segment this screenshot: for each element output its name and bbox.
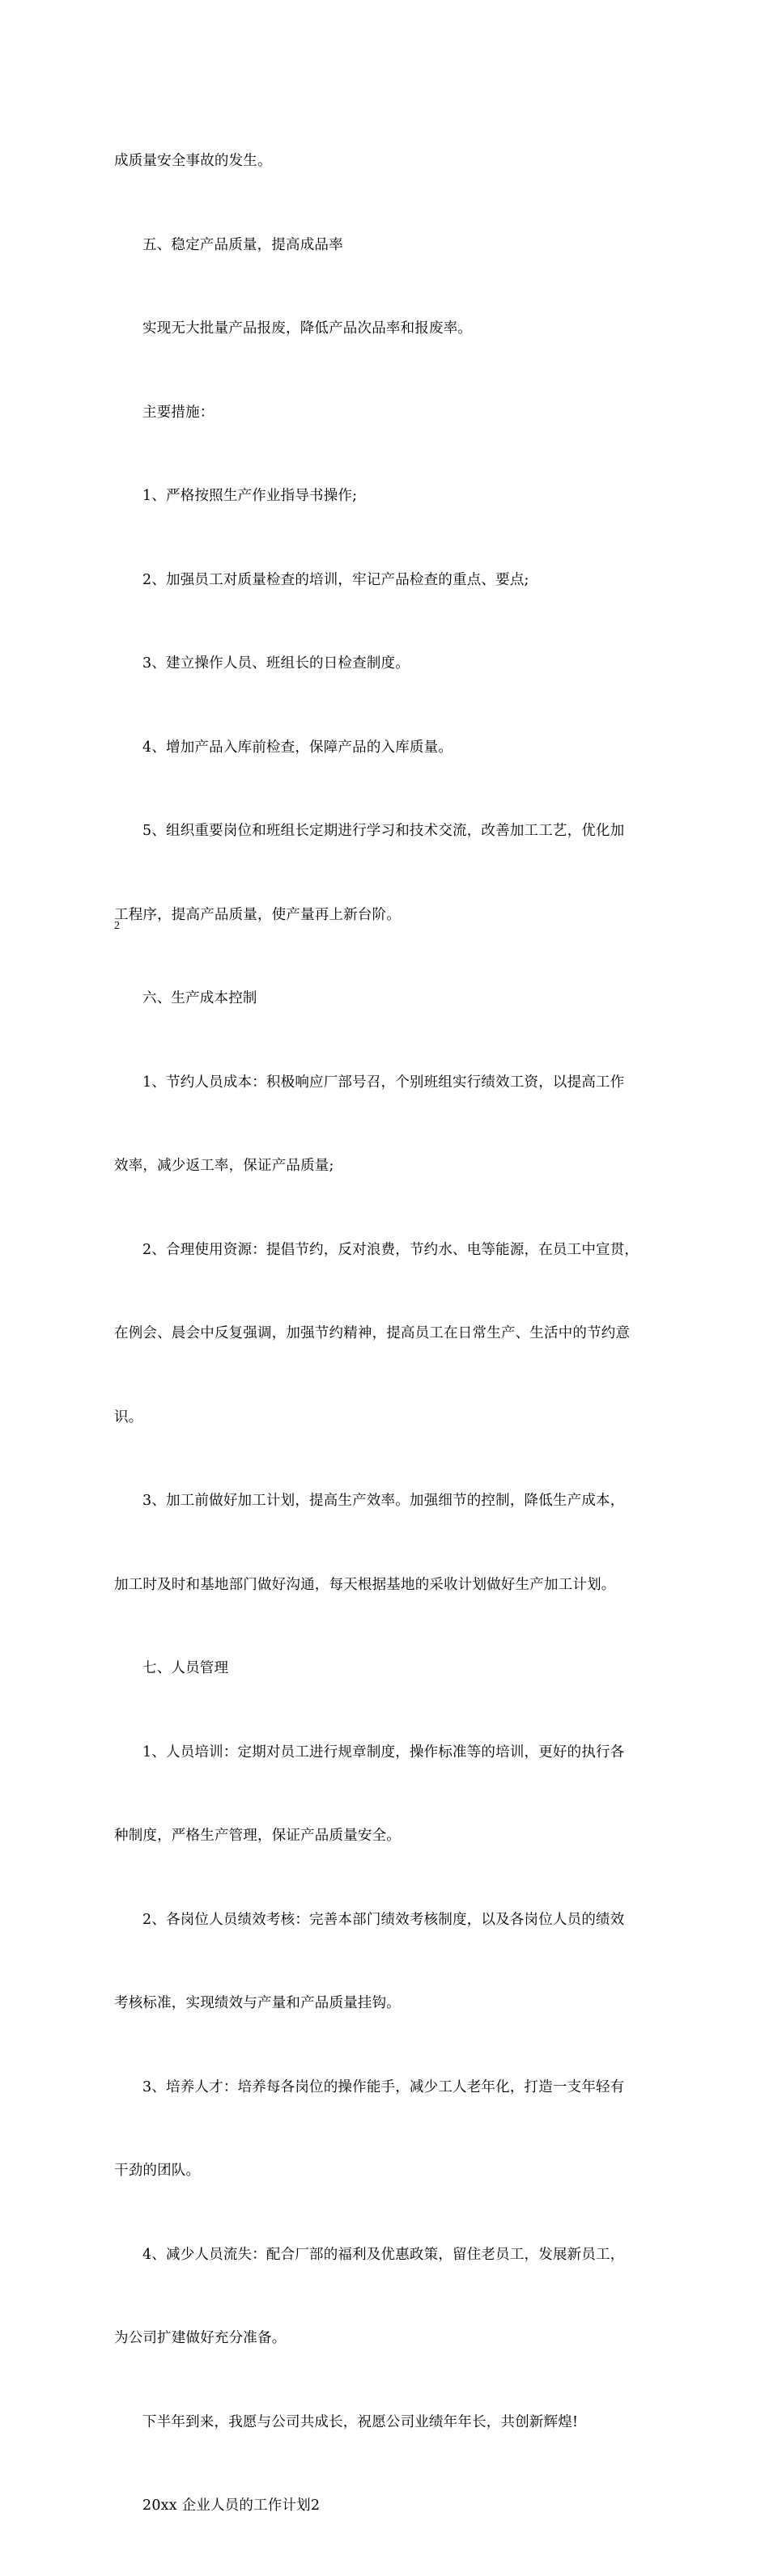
text-line: 工程序，提高产品质量，使产量再上新台阶。 xyxy=(114,906,401,923)
text-line: 识。 xyxy=(114,1409,143,1426)
text-line: 效率，减少返工率，保证产品质量; xyxy=(114,1158,334,1174)
text-line: 种制度，严格生产管理，保证产品质量安全。 xyxy=(114,1828,401,1844)
section-heading-5: 五、稳定产品质量，提高成品率 xyxy=(142,236,343,253)
list-item: 2、加强员工对质量检查的培训，牢记产品检查的重点、要点; xyxy=(142,571,529,588)
list-item: 2、合理使用资源：提倡节约，反对浪费，节约水、电等能源，在员工中宣贯， xyxy=(142,1241,639,1258)
text-line: 实现无大批量产品报废，降低产品次品率和报废率。 xyxy=(142,320,473,337)
text-line: 成质量安全事故的发生。 xyxy=(114,153,272,169)
closing-line: 下半年到来，我愿与公司共成长，祝愿公司业绩年年长，共创新辉煌! xyxy=(142,2413,579,2430)
list-item: 4、增加产品入库前检查，保障产品的入库质量。 xyxy=(142,739,453,756)
list-item: 1、人员培训：定期对员工进行规章制度，操作标准等的培训，更好的执行各 xyxy=(142,1743,625,1760)
text-line: 加工时及时和基地部门做好沟通，每天根据基地的采收计划做好生产加工计划。 xyxy=(114,1576,616,1593)
list-item: 3、建立操作人员、班组长的日检查制度。 xyxy=(142,655,410,672)
text-line: 在例会、晨会中反复强调，加强节约精神，提高员工在日常生产、生活中的节约意 xyxy=(114,1325,631,1341)
list-item: 4、减少人员流失：配合厂部的福利及优惠政策，留住老员工，发展新员工， xyxy=(142,2246,625,2263)
list-item: 5、组织重要岗位和班组长定期进行学习和技术交流，改善加工工艺，优化加 xyxy=(142,823,625,839)
document-body xyxy=(114,91,656,2576)
text-line: 考核标准，实现绩效与产量和产品质量挂钩。 xyxy=(114,1995,401,2011)
list-item: 3、加工前做好加工计划，提高生产效率。加强细节的控制，降低生产成本， xyxy=(142,1493,625,1509)
list-item: 1、节约人员成本：积极响应厂部号召，个别班组实行绩效工资，以提高工作 xyxy=(142,1074,625,1091)
list-item: 1、严格按照生产作业指导书操作; xyxy=(142,488,358,504)
text-line: 干劲的团队。 xyxy=(114,2163,201,2179)
text-line: 主要措施： xyxy=(142,404,215,421)
list-item: 3、培养人才：培养每各岗位的操作能手，减少工人老年化，打造一支年轻有 xyxy=(142,2078,625,2095)
section-heading-6: 六、生产成本控制 xyxy=(142,990,257,1006)
section-heading-7: 七、人员管理 xyxy=(142,1660,229,1676)
text-line: 为公司扩建做好充分准备。 xyxy=(114,2330,287,2346)
page-number: 2 xyxy=(114,920,120,932)
list-item: 2、各岗位人员绩效考核：完善本部门绩效考核制度，以及各岗位人员的绩效 xyxy=(142,1911,625,1928)
next-document-title: 20xx 企业人员的工作计划2 xyxy=(142,2498,321,2514)
